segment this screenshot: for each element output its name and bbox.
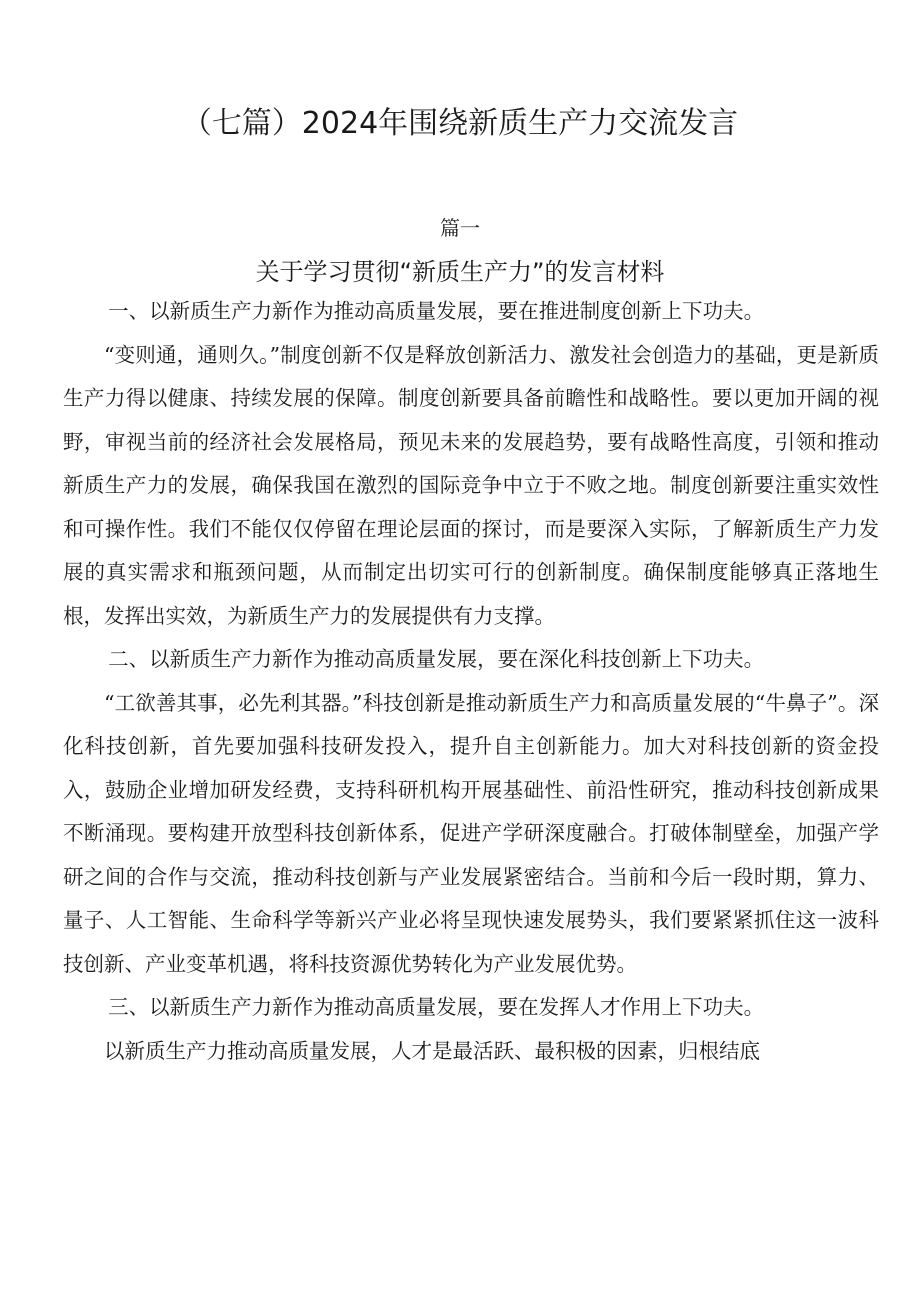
paragraph: “工欲善其事，必先利其器。”科技创新是推动新质生产力和高质量发展的“牛鼻子”。深化科技创新，首先要加强科技研发投入，提升自主创新能力。加大对科技创新的资金投入，鼓励企业增加研发经费，支持科研机构开展基础性、前沿性研究，推动科技创新成果不断涌现。要构建开放型科技创新体系，促进产学研深度融合。打破体制壁垒，加强产学研之间的合作与交流，推动科技创新与产业发展紧密结合。当前和今后一段时期，算力、量子、人工智能、生命科学等新兴产业必将呈现快速发展势头，我们要紧紧抓住这一波科技创新、产业变革机遇，将科技资源优势转化为产业发展优势。 bbox=[63, 690, 879, 976]
document-body bbox=[63, 290, 879, 1073]
document-title: （七篇）2024年围绕新质生产力交流发言 bbox=[181, 106, 739, 141]
paragraph-heading-2: 二、以新质生产力新作为推动高质量发展，要在深化科技创新上下功夫。 bbox=[108, 647, 765, 671]
paragraph: “变则通，通则久。”制度创新不仅是释放创新活力、激发社会创造力的基础，更是新质生产力得以健康、持续发展的保障。制度创新要具备前瞻性和战略性。要以更加开阔的视野，审视当前的经济社会发展格局，预见未来的发展趋势，要有战略性高度，引领和推动新质生产力的发展，确保我国在激烈的国际竞争中立于不败之地。制度创新要注重实效性和可操作性。我们不能仅仅停留在理论层面的探讨，而是要深入实际，了解新质生产力发展的真实需求和瓶颈问题，从而制定出切实可行的创新制度。确保制度能够真正落地生根，发挥出实效，为新质生产力的发展提供有力支撑。 bbox=[63, 342, 879, 628]
paragraph-heading-3: 三、以新质生产力新作为推动高质量发展，要在发挥人才作用上下功夫。 bbox=[108, 995, 765, 1019]
section-label: 篇一 bbox=[440, 216, 480, 240]
paragraph: 以新质生产力推动高质量发展，人才是最活跃、最积极的因素，归根结底 bbox=[104, 1038, 760, 1063]
section-title: 关于学习贯彻“新质生产力”的发言材料 bbox=[255, 258, 665, 286]
paragraph-heading-1: 一、以新质生产力新作为推动高质量发展，要在推进制度创新上下功夫。 bbox=[108, 299, 765, 323]
